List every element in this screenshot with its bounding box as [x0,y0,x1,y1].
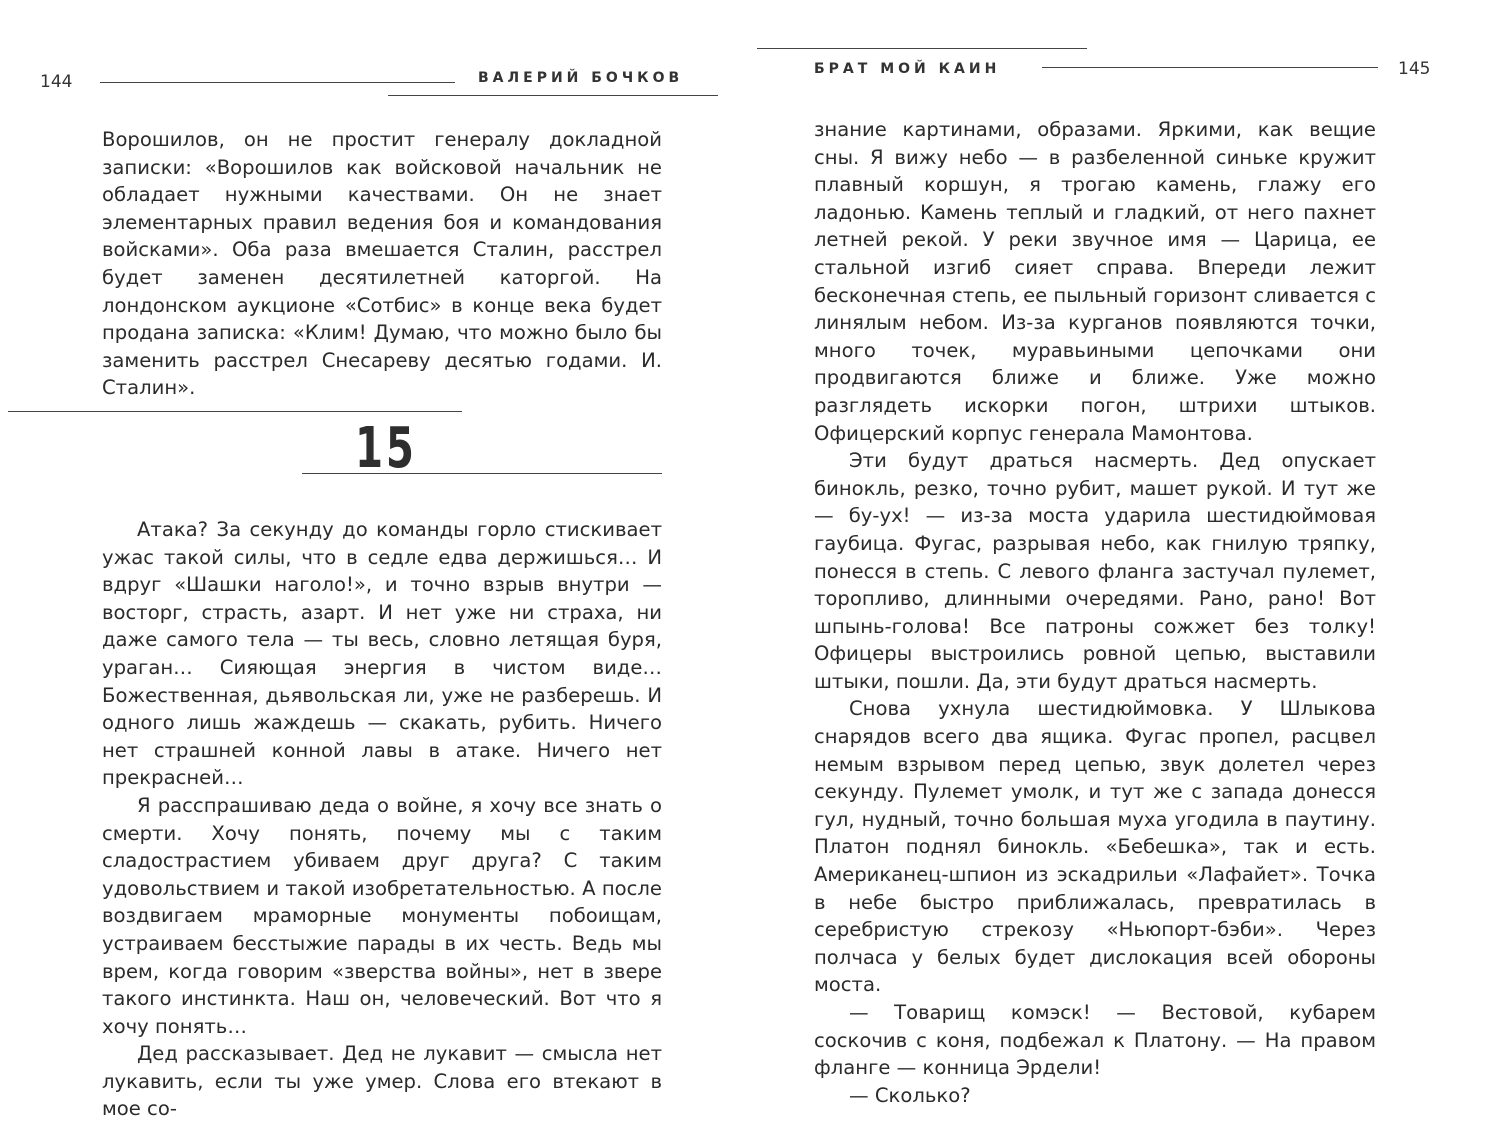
right-paragraph-3: Снова ухнула шестидюймовка. У Шлыкова снарядов всего два ящика. Фугас пропел, расцвел немым взрывом перед цепью, звук долетел через секунду. Пулемет умолк, и тут же с запада донесся гул, нудный, точно большая муха угодила в паутину. Платон поднял бинокль. «Бебешка», так и есть. Американец-шпион из эскадрильи «Лафайет». Точка в небе быстро приближалась, превратилась в серебристую стрекозу «Ньюпорт-бэби». Через полчаса у белых будет дислокация всей обороны моста. [814,697,1376,997]
chapter-rule-top [8,411,462,412]
right-body-text [814,116,1376,1109]
header-rule-left [100,82,455,83]
right-paragraph-5: — Сколько? [849,1083,971,1107]
page-number-right: 145 [1398,59,1431,79]
header-overline-right [757,48,1087,49]
header-rule-right [1042,67,1378,68]
intro-text [102,126,662,402]
right-page [752,0,1504,1107]
intro-paragraph: Ворошилов, он не простит генералу докладной записки: «Ворошилов как войсковой начальник не обладает нужными качествами. Он не знает элементарных правил ведения боя и командования войсками». Оба раза вмешается Сталин, расстрел будет заменен десятилетней каторгой. На лондонском аукционе «Сотбис» в конце века будет продана записка: «Клим! Думаю, что можно было бы заменить расстрел Снесареву десятью годами. И. Сталин». [102,128,662,400]
left-body-text [102,516,662,1123]
left-paragraph-1: Атака? За секунду до команды горло стискивает ужас такой силы, что в седле едва держишься… И вдруг «Шашки наголо!», и точно взрыв внутри — восторг, страсть, азарт. И нет уже ни страха, ни даже самого тела — ты весь, словно летящая буря, ураган… Сияющая энергия в чистом виде… Божественная, дьявольская ли, уже не разберешь. И одного лишь жаждешь — скакать, рубить. Ничего нет страшней конной лавы в атаке. Ничего нет прекрасней… [102,518,662,790]
running-head-right: БРАТ МОЙ КАИН [814,61,1001,77]
right-paragraph-4: — Товарищ комэск! — Вестовой, кубарем соскочив с коня, подбежал к Платону. — На правом фланге — конница Эрдели! [814,1001,1376,1080]
right-paragraph-1: знание картинами, образами. Яркими, как вещие сны. Я вижу небо — в разбеленной синьке кружит плавный коршун, я трогаю камень, глажу его ладонью. Камень теплый и гладкий, от него пахнет летней рекой. У реки звучное имя — Царица, ее стальной изгиб сияет справа. Впереди лежит бесконечная степь, ее пыльный горизонт сливается с линялым небом. Из-за курганов появляются точки, много точек, муравьиными цепочками они продвигаются ближе и ближе. Уже можно разглядеть искорки погон, штрихи штыков. Офицерский корпус генерала Мамонтова. [814,118,1376,445]
chapter-rule-bottom [302,473,662,474]
left-paragraph-2: Я расспрашиваю деда о войне, я хочу все знать о смерти. Хочу понять, почему мы с таким сладострастием убиваем друг друга? С таким удовольствием и такой изобретательностью. А после воздвигаем мраморные монументы побоищам, устраиваем бесстыжие парады в их честь. Ведь мы врем, когда говорим «зверства войны», нет в звере такого инстинкта. Наш он, человеческий. Вот что я хочу понять… [102,793,662,1038]
right-paragraph-2: Эти будут драться насмерть. Дед опускает бинокль, резко, точно рубит, машет рукой. И тут же — бу-ух! — из-за моста ударила шестидюймовая гаубица. Фугас, разрывая небо, как гнилую тряпку, понесся в степь. С левого фланга застучал пулемет, торопливо, длинными очередями. Рано, рано! Вот шпынь-голова! Все патроны сожжет без толку! Офицеры выстроились ровной цепью, выставили штыки, пошли. Да, эти будут драться насмерть. [814,449,1376,693]
page-number-left: 144 [40,72,73,92]
chapter-number: 15 [355,416,417,481]
running-head-left: ВАЛЕРИЙ БОЧКОВ [478,70,684,86]
header-underline-left [388,95,718,96]
left-paragraph-3: Дед рассказывает. Дед не лукавит — смысла нет лукавить, если ты уже умер. Слова его втекают в мое со- [102,1042,662,1121]
left-page [0,0,752,1121]
